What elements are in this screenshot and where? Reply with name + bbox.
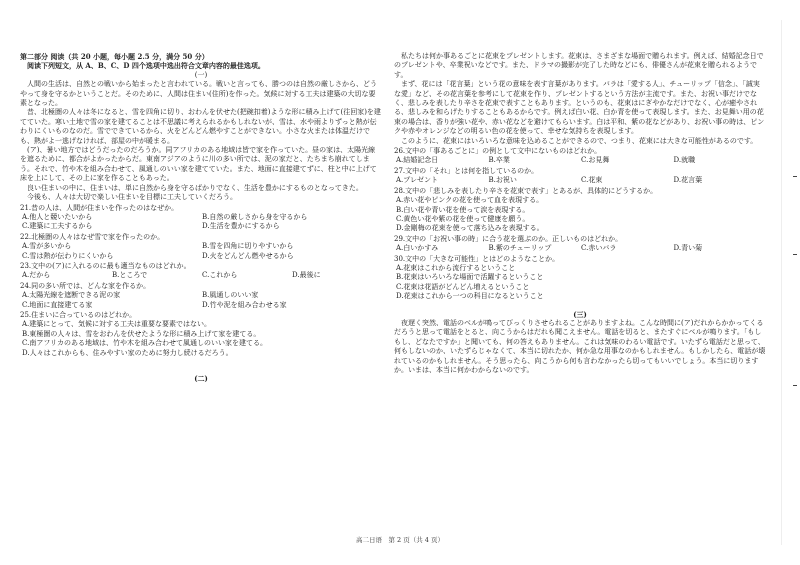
answer-option: A.だから [22, 271, 51, 280]
answer-option: B.紫のチューリップ [488, 244, 552, 253]
passage-2-label: (二) [194, 374, 208, 383]
scan-edge-line [781, 20, 782, 545]
questions-26-30 [394, 147, 766, 302]
passage-3-body [394, 319, 766, 375]
question-text: 25.住まいに合っているのはどれか。 [20, 310, 137, 319]
margin-mark [793, 254, 797, 255]
question-block [20, 233, 382, 261]
margin-mark [793, 176, 797, 177]
margin-mark [793, 385, 797, 386]
answer-option: D.金剛梅の花束を使って落ち込みを表現する。 [396, 224, 544, 233]
paragraph: 私たちは何か事あるごとに花束をプレゼントします。花束は、さまざまな場面で贈られます。例えば、結婚記念日でのプレゼントや、卒業祝いなどです。また、ドラマの撮影が完了した時などにも、俳優さんが花束を贈られるようです。 [394, 52, 764, 79]
answer-option: A.白いかすみ [396, 244, 439, 253]
options-row [20, 242, 382, 251]
question-block [394, 167, 766, 186]
right-column [394, 52, 766, 375]
answer-option: C.黄色い花や紫の花を使って健康を願う。 [396, 214, 530, 223]
answer-option: A.建築にとって、気候に対する工夫は重要な要素ではない。 [22, 320, 211, 329]
answer-option: A.雪が多いから [22, 242, 72, 251]
answer-option: B.白い花や青い花を使って涙を表現する。 [396, 205, 530, 214]
question-block [20, 282, 382, 310]
paragraph: このように、花束にはいろいろな意味を込めることができるので、つまり、花束には大きな可能性があるのです。 [401, 136, 758, 145]
section-header: 第二部分 阅读（共 20 小题，每小题 2.5 分，满分 50 分） [20, 52, 209, 61]
answer-option: B.自然の厳しさから身を守るから [202, 212, 308, 221]
question-block [20, 204, 382, 232]
passage-3-label: (三) [573, 309, 587, 319]
options-row [20, 222, 382, 231]
question-text: 29.文中の「お祝い事の時」に合う花を選ぶのか。正しいものはどれか。 [394, 234, 623, 243]
options-row [394, 176, 766, 185]
passage-1-label: (一) [194, 70, 208, 79]
paragraph: 人間の生活は、自然との戦いから始まったと言われている。戦いと言っても、勝つのは自然の厳しさから、どうやって身を守るかということだ。そのために、人間は住まい(住所)を作った。気候に対する工夫は建築の大切な要素となった。 [20, 80, 377, 108]
answer-option: B.お祝い [488, 176, 517, 185]
answer-option: D.就職 [673, 156, 696, 165]
options-row [20, 213, 382, 222]
answer-option: B.花束はいろいろな場面で活躍するということ [396, 273, 544, 282]
question-block [394, 235, 766, 254]
answer-option: C.これから [202, 271, 238, 280]
question-text: 28.文中の「悲しみを表したり辛さを花束で表す」とあるが、具体的にどうするか。 [394, 186, 658, 195]
passage-2-body [394, 52, 766, 146]
answer-option: D.花束はこれから一つの科目になるということ [396, 292, 544, 301]
answer-option: D.竹や泥を組み合わせる家 [202, 300, 287, 309]
paragraph: (ア)、暑い地方ではどうだったのだろうか。同アフリカのある地域は皆で家を作っていた。昼の家は、太陽光線を遮るために、都合がよかったからだ。東南アジアのように川の多い所では、泥の家だと、たちまち崩れてしまう。それで、竹や木を組み合わせて、風通しのいい家を建てていた。また、地面に直接建てずに、柱と中に上げて床を上にして、その上に家を作ることもあった。 [20, 146, 377, 183]
answer-option: D.人々はこれからも、住みやすい家のために努力し続けるだろう。 [22, 348, 233, 357]
answer-option: A.太陽光線を遮断できる泥の家 [22, 291, 121, 300]
answer-option: C.雪は熱が伝わりにくいから [22, 251, 114, 260]
answer-option: C.赤いバラ [581, 244, 617, 253]
answer-option: D.火をどんどん燃やせるから [202, 251, 294, 260]
passage-1-body [20, 80, 382, 202]
answer-option: C.建築に工夫するから [22, 222, 93, 231]
question-block [394, 147, 766, 166]
instructions: 阅读下列短文，从 A、B、C、D 四个选项中选出符合文章内容的最佳选项。 [27, 61, 265, 71]
answer-option: C.お見舞 [581, 156, 610, 165]
question-block [394, 187, 766, 234]
answer-option: B.雪を四角に切りやすいから [202, 242, 294, 251]
answer-option: A.赤い花やピンクの花を使って血を表現する。 [396, 196, 544, 205]
answer-option: B.ところで [112, 271, 148, 280]
answer-option: C.地面に直接建てる家 [22, 300, 93, 309]
options-row [394, 244, 766, 253]
paragraph: まず、花には「花言葉」という花の意味を表す言葉があります。バラは「愛する人」、チューリップ「信念」、「誠実な愛」など、その花言葉を参考にして花束を作り、プレゼントするという方法が主流です。また、お祝い事だけでなく、悲しみを表したり辛さを花束で表すこともあります。というのも、花束はにぎやかなだけでなく、心が癒やされる、悲しみを和らげたりすることもあるからです。例えば白い花、白か青を使って表現します。また、お見舞い用の花束の場合は、香りが強い花や、赤い花などを避けてもらいます。白は平和、紫の花などがあり、お祝い事の時は、ピンクや赤やオレンジなどの明るい色の花を使って、幸せな気持ちを表現します。 [394, 80, 765, 136]
answer-option: B.卒業 [488, 156, 510, 165]
answer-option: C.花束は花語がどんどん増えるということ [396, 282, 530, 291]
question-text: 22.北極圏の人々はなぜ雪で家を作ったのか。 [20, 232, 165, 241]
options-row [20, 291, 382, 300]
question-text: 24.同の多い所では、どんな家を作るか。 [20, 281, 151, 290]
question-block [20, 311, 382, 358]
answer-option: A.プレゼント [396, 176, 439, 185]
left-column [20, 52, 382, 383]
options-row [20, 301, 382, 310]
answer-option: D.最後に [292, 271, 321, 280]
answer-option: C.花束 [581, 176, 603, 185]
answer-option: C.南アフリカのある地域は、竹や木を組み合わせて風通しのいい家を建てる。 [22, 339, 267, 348]
answer-option: A.花束はこれから流行するということ [396, 263, 516, 272]
paragraph: 今後も、人々は大切で楽しい住まいを目標に工夫していくだろう。 [27, 193, 237, 202]
options-row [20, 252, 382, 261]
question-block [20, 262, 382, 281]
question-text: 30.文中の「大きな可能性」とはどのようなことか。 [394, 254, 560, 263]
question-block [394, 255, 766, 302]
question-text: 26.文中の「事あるごとに」の例として文中にないものはどれか。 [394, 147, 602, 156]
answer-option: D.青い菊 [673, 244, 703, 253]
questions-21-25 [20, 204, 382, 359]
question-text: 21.昔の人は、人間が住まいを作ったのはなぜか。 [20, 203, 179, 212]
options-row [20, 271, 382, 280]
page-footer: 高二日语 第 2 页（共 4 页） [355, 536, 445, 544]
paragraph: 夜遅く突然、電話のベルが鳴ってびっくりさせられることがありますよね。こんな時間に(ア)だれからかかってくるだろうと思って電話をとると、向こうからはだれも聞こえません。電話を切ると、またすぐにベルが鳴ります。「もしもし、どなたですか」と聞いても、何の答えもありません。これは気味のわるい電話です。いたずら電話だと思って、何もしないのか、いたずらじゃなくて、本当に切れたか、何か急な用事なのかもしれません。もしかしたら、電話が壊れているのかもしれません。そう思ったら、向こうから何も言わなかったら切ってもいいでしょう。本当に切りますか。いまは、本当に何かわからないのです。 [394, 318, 766, 374]
answer-option: D.花言葉 [673, 176, 703, 185]
answer-option: B.風通しのいい家 [202, 291, 259, 300]
answer-option: B.東極圏の人々は、雪をおわんを伏せたような形に積み上げて家を建てる。 [22, 329, 261, 338]
options-row [394, 156, 766, 165]
question-text: 23.文中の(ア)に入れるのに最も適当なものはどれか。 [20, 261, 191, 270]
paragraph: 昔、北極圏の人々は冬になると、雪を四角に切り、おわんを伏せた(把碗扣着)ような形に積み上げて(往回家)を建てていた。寒い土地で雪の家を建てることは不思議に考えられるかもしれないが、雪は、水や雨よりずっと熱が伝わりにくいものなのだ。雪でできているから、火をどんどん燃やすことができない。小さな火または体温だけでも、熱がよ一逃げなければ、部屋の中が暖まる。 [20, 108, 381, 145]
answer-option: A.結婚記念日 [396, 156, 439, 165]
paragraph: 良い住まいの中に、住まいは、単に自然から身を守るばかりでなく、生活を豊かにするものとなってきた。 [27, 183, 363, 192]
answer-option: D.生活を豊かにするから [202, 222, 280, 231]
answer-option: A.他人と競いたいから [22, 212, 93, 221]
question-text: 27.文中の「それ」とは何を指しているのか。 [394, 166, 539, 175]
